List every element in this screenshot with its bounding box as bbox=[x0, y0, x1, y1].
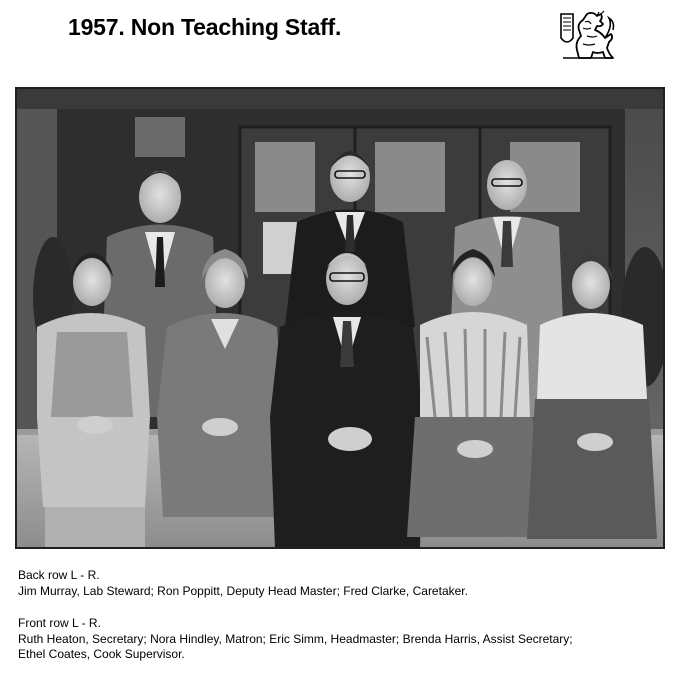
front-row-heading: Front row L - R. bbox=[18, 616, 101, 630]
front-row-names-line1: Ruth Heaton, Secretary; Nora Hindley, Matron; Eric Simm, Headmaster; Brenda Harris, Assist Secretary; bbox=[18, 631, 573, 646]
page-title: 1957. Non Teaching Staff. bbox=[68, 14, 342, 40]
back-row-caption bbox=[18, 568, 468, 599]
back-row-names: Jim Murray, Lab Steward; Ron Poppitt, Deputy Head Master; Fred Clarke, Caretaker. bbox=[18, 583, 468, 598]
staff-group-photo bbox=[15, 87, 665, 549]
front-row-names-line2: Ethel Coates, Cook Supervisor. bbox=[18, 647, 185, 661]
back-row-heading: Back row L - R. bbox=[18, 568, 100, 582]
front-row-caption bbox=[18, 616, 573, 663]
heraldic-lion-crest-icon bbox=[557, 8, 617, 63]
